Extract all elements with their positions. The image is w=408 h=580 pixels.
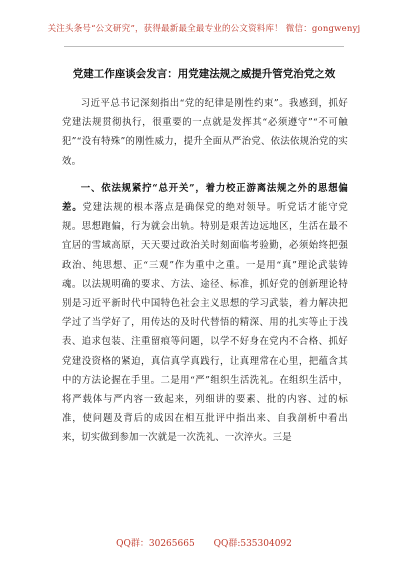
footer-contact [0,536,408,549]
footer-qq-group-1: QQ群：30265665 [116,539,195,549]
document-title: 党建工作座谈会发言：用党建法规之威提升管党治党之效 [72,68,336,80]
document-body [62,94,348,456]
paragraph-section-1 [62,179,348,448]
paragraph-text: 党建法规的根本落点是确保党的绝对领导。听党话才能守党规。思想跑偏，行为就会出轨。特别是艰苦边远地区，生活在最不宜居的雪域高原，天天要过政治关时刻面临考验勤，必须始终把强政治、纯思想、正“三观”作为重中之重。一是用“真”理论武装铸魂。以法规明确的要求、方法、途径、标准，抓好党的创新理论特别是习近平新时代中国特色社会主义思想的学习武装，着力解决把学过了当学好了，用传达的及时代替悟的精深、用的扎实等止于浅表、追求包装、注重留痕等问题，以学不好身在党内不合格、抓好党建没资格的紧迫，真信真学真践行，让真理常在心里，把蕴含其中的方法论握在手里。二是用“严”组织生活洗礼。在组织生活中，将严载体与严内容一致起来，列细讲的要素、批的内容、过的标准，使问题及背后的成因在相互批评中指出来、自我剖析中看出来，切实做到参加一次就是一次洗礼、一次淬火。三是 [62,202,349,444]
header-divider [64,46,344,47]
paragraph-intro [62,94,348,171]
section-heading: 一、依法规紧拧“总开关”，着力校正游离法规之外的思想偏差。 [62,182,348,214]
footer-qq-group-2: QQ群:535304092 [213,539,292,549]
paragraph-text: 习近平总书记深刻指出“党的纪律是刚性约束”。我感到，抓好党建法规贯彻执行，很重要的一点就是发挥其“必须遵守”“不可触犯”“没有特殊”的刚性威力，提升全面从严治党、依法依规治党的实效。 [62,98,348,167]
header-notice: 关注头条号“公文研究”，获得最新最全最专业的公文资料库！ 微信：gongwenyj [47,24,361,34]
